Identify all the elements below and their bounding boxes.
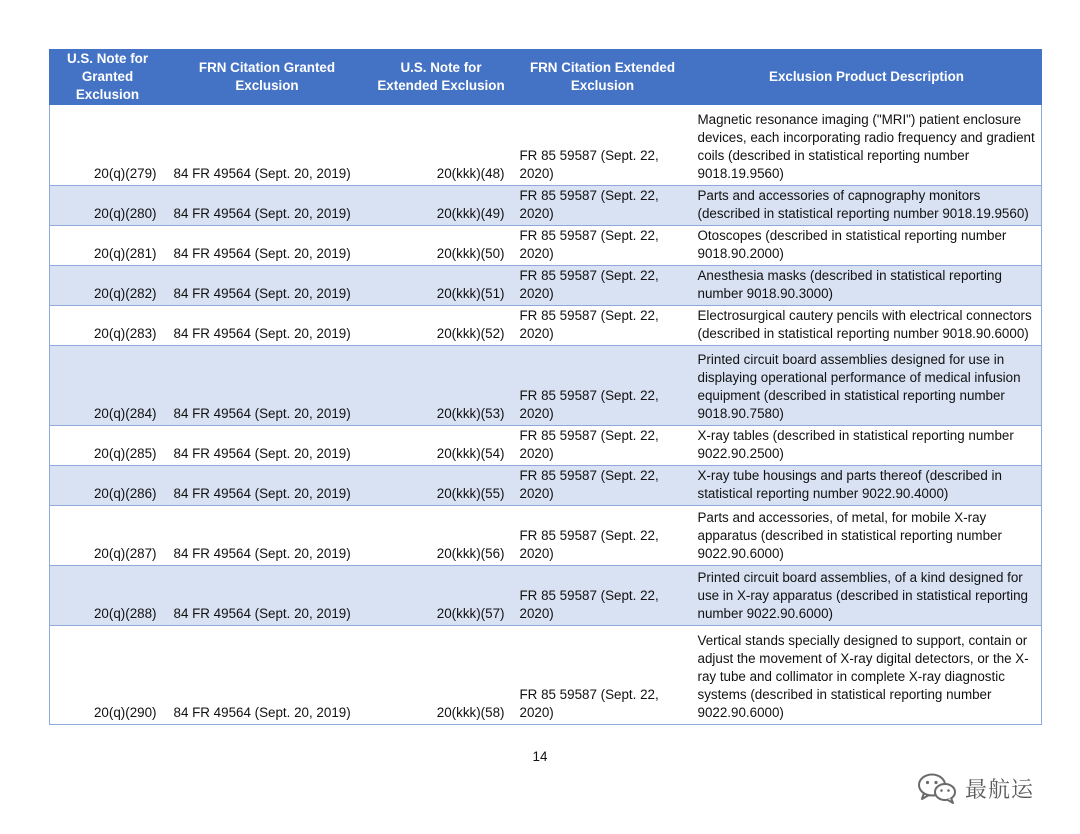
cell-description: Anesthesia masks (described in statistical reporting number 9018.90.3000) — [692, 265, 1042, 305]
table-row — [50, 345, 1042, 425]
cell-note-extended: 20(kkk)(58) — [369, 625, 514, 724]
cell-note-granted: 20(q)(282) — [50, 265, 166, 305]
watermark — [917, 771, 1034, 805]
cell-note-extended: 20(kkk)(48) — [369, 105, 514, 185]
cell-note-extended: 20(kkk)(53) — [369, 345, 514, 425]
cell-frn-granted: 84 FR 49564 (Sept. 20, 2019) — [166, 225, 369, 265]
cell-frn-extended: FR 85 59587 (Sept. 22, 2020) — [514, 625, 692, 724]
table-row — [50, 265, 1042, 305]
cell-frn-granted: 84 FR 49564 (Sept. 20, 2019) — [166, 105, 369, 185]
table-row — [50, 465, 1042, 505]
cell-note-granted: 20(q)(280) — [50, 185, 166, 225]
table-row — [50, 225, 1042, 265]
cell-description: Printed circuit board assemblies, of a kind designed for use in X-ray apparatus (described in statistical reporting number 9022.90.6000) — [692, 565, 1042, 625]
cell-note-extended: 20(kkk)(54) — [369, 425, 514, 465]
cell-note-extended: 20(kkk)(50) — [369, 225, 514, 265]
header-frn-citation-extended: FRN Citation Extended Exclusion — [514, 49, 692, 105]
table-row — [50, 565, 1042, 625]
cell-description: Parts and accessories, of metal, for mobile X-ray apparatus (described in statistical reporting number 9022.90.6000) — [692, 505, 1042, 565]
cell-note-extended: 20(kkk)(52) — [369, 305, 514, 345]
table-row — [50, 185, 1042, 225]
cell-description: Electrosurgical cautery pencils with electrical connectors (described in statistical reporting number 9018.90.6000) — [692, 305, 1042, 345]
cell-description: Otoscopes (described in statistical reporting number 9018.90.2000) — [692, 225, 1042, 265]
cell-note-extended: 20(kkk)(49) — [369, 185, 514, 225]
cell-note-granted: 20(q)(283) — [50, 305, 166, 345]
cell-frn-extended: FR 85 59587 (Sept. 22, 2020) — [514, 185, 692, 225]
cell-description: Parts and accessories of capnography monitors (described in statistical reporting number 9018.19.9560) — [692, 185, 1042, 225]
watermark-label: 最航运 — [965, 777, 1035, 803]
cell-frn-granted: 84 FR 49564 (Sept. 20, 2019) — [166, 185, 369, 225]
exclusion-table — [49, 49, 1042, 725]
cell-frn-granted: 84 FR 49564 (Sept. 20, 2019) — [166, 345, 369, 425]
cell-note-extended: 20(kkk)(55) — [369, 465, 514, 505]
cell-frn-extended: FR 85 59587 (Sept. 22, 2020) — [514, 305, 692, 345]
cell-note-granted: 20(q)(290) — [50, 625, 166, 724]
cell-description: Printed circuit board assemblies designed for use in displaying operational performance of medical infusion equipment (described in statistical reporting number 9018.90.7580) — [692, 345, 1042, 425]
cell-frn-extended: FR 85 59587 (Sept. 22, 2020) — [514, 265, 692, 305]
table-header-row — [50, 49, 1042, 105]
cell-frn-extended: FR 85 59587 (Sept. 22, 2020) — [514, 105, 692, 185]
cell-frn-granted: 84 FR 49564 (Sept. 20, 2019) — [166, 305, 369, 345]
cell-frn-extended: FR 85 59587 (Sept. 22, 2020) — [514, 565, 692, 625]
cell-description: X-ray tables (described in statistical reporting number 9022.90.2500) — [692, 425, 1042, 465]
cell-frn-granted: 84 FR 49564 (Sept. 20, 2019) — [166, 425, 369, 465]
table-row — [50, 625, 1042, 724]
cell-description: X-ray tube housings and parts thereof (described in statistical reporting number 9022.90.4000) — [692, 465, 1042, 505]
table-row — [50, 425, 1042, 465]
cell-frn-extended: FR 85 59587 (Sept. 22, 2020) — [514, 425, 692, 465]
table-row — [50, 305, 1042, 345]
cell-frn-granted: 84 FR 49564 (Sept. 20, 2019) — [166, 465, 369, 505]
cell-note-granted: 20(q)(285) — [50, 425, 166, 465]
cell-note-granted: 20(q)(279) — [50, 105, 166, 185]
cell-note-extended: 20(kkk)(56) — [369, 505, 514, 565]
cell-note-extended: 20(kkk)(57) — [369, 565, 514, 625]
cell-frn-extended: FR 85 59587 (Sept. 22, 2020) — [514, 345, 692, 425]
cell-frn-extended: FR 85 59587 (Sept. 22, 2020) — [514, 465, 692, 505]
cell-frn-extended: FR 85 59587 (Sept. 22, 2020) — [514, 225, 692, 265]
header-us-note-granted: U.S. Note for Granted Exclusion — [50, 49, 166, 105]
cell-note-granted: 20(q)(286) — [50, 465, 166, 505]
header-frn-citation-granted: FRN Citation Granted Exclusion — [166, 49, 369, 105]
cell-note-granted: 20(q)(288) — [50, 565, 166, 625]
cell-description: Magnetic resonance imaging ("MRI") patient enclosure devices, each incorporating radio frequency and gradient coils (described in statistical reporting number 9018.19.9560) — [692, 105, 1042, 185]
header-us-note-extended: U.S. Note for Extended Exclusion — [369, 49, 514, 105]
cell-description: Vertical stands specially designed to support, contain or adjust the movement of X-ray digital detectors, or the X-ray tube and collimator in complete X-ray diagnostic systems (described in statistical reporting number 9022.90.6000) — [692, 625, 1042, 724]
cell-frn-extended: FR 85 59587 (Sept. 22, 2020) — [514, 505, 692, 565]
cell-frn-granted: 84 FR 49564 (Sept. 20, 2019) — [166, 565, 369, 625]
cell-frn-granted: 84 FR 49564 (Sept. 20, 2019) — [166, 625, 369, 724]
cell-frn-granted: 84 FR 49564 (Sept. 20, 2019) — [166, 265, 369, 305]
header-exclusion-description: Exclusion Product Description — [692, 49, 1042, 105]
cell-note-extended: 20(kkk)(51) — [369, 265, 514, 305]
table-row — [50, 105, 1042, 185]
wechat-icon — [917, 772, 959, 804]
cell-note-granted: 20(q)(281) — [50, 225, 166, 265]
cell-note-granted: 20(q)(287) — [50, 505, 166, 565]
cell-frn-granted: 84 FR 49564 (Sept. 20, 2019) — [166, 505, 369, 565]
table-row — [50, 505, 1042, 565]
cell-note-granted: 20(q)(284) — [50, 345, 166, 425]
page-number: 14 — [532, 749, 548, 764]
